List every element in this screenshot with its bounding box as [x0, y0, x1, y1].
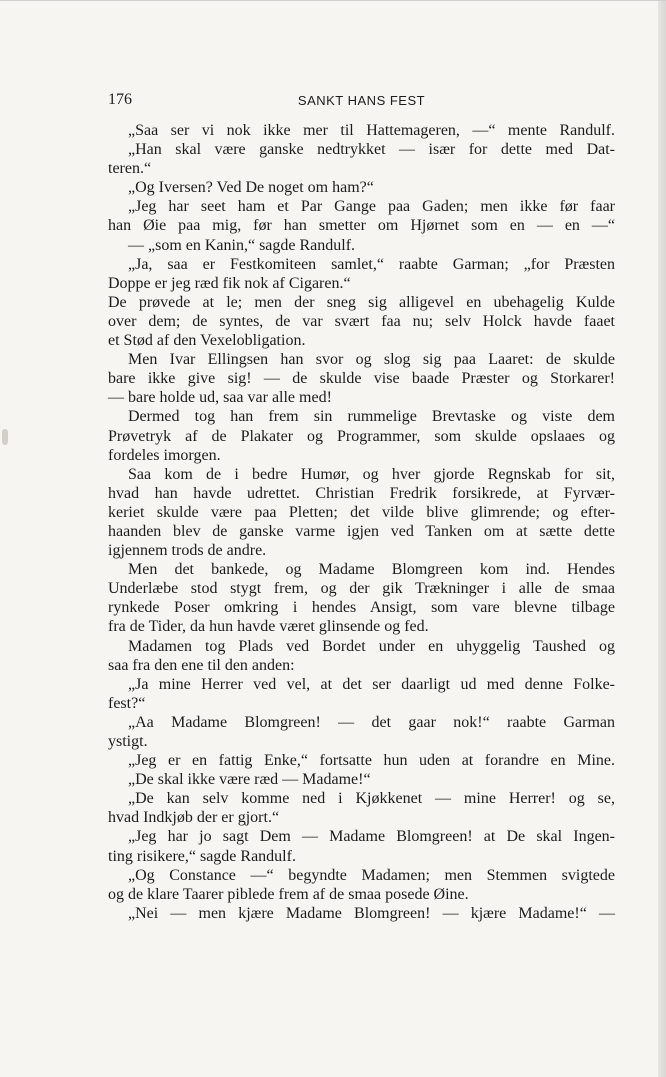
- text-line: teren.“: [108, 160, 152, 178]
- page-header: [108, 91, 615, 113]
- text-line: ting risikere,“ sagde Randulf.: [108, 847, 296, 865]
- text-line: Doppe er jeg ræd fik nok af Cigaren.“: [108, 274, 351, 292]
- text-line: og de klare Taarer piblede frem af de smaa posede Øine.: [108, 885, 469, 903]
- text-line: „Han skal være ganske nedtrykket — især for dette med Dat-: [128, 141, 615, 159]
- text-line: Underlæbe stod stygt frem, og der gik Trækninger i alle de smaa: [108, 580, 615, 598]
- text-line: Men Ivar Ellingsen han svor og slog sig paa Laaret: de skulde: [128, 351, 615, 369]
- text-line: keriet skulde være paa Pletten; det vilde blive glimrende; og efter-: [108, 503, 615, 521]
- text-line: fra de Tider, da hun havde været glinsende og fed.: [108, 618, 429, 636]
- text-line: fordeles imorgen.: [108, 446, 221, 464]
- text-line: Prøvetryk af de Plakater og Programmer, som skulde opslaaes og: [108, 427, 615, 445]
- text-line: han Øie paa mig, før han smetter om Hjørnet som en — en —“: [108, 217, 615, 235]
- text-line: — bare holde ud, saa var alle med!: [108, 389, 332, 407]
- text-line: et Stød af den Vexelobligation.: [108, 332, 306, 350]
- page-edge: [658, 1, 666, 1077]
- text-line: „De skal ikke være ræd — Madame!“: [128, 771, 371, 789]
- running-head: SANKT HANS FEST: [297, 93, 426, 108]
- text-line: hvad han havde udrettet. Christian Fredrik forsikrede, at Fyrvær-: [108, 484, 615, 502]
- text-line: „Og Iversen? Ved De noget om ham?“: [128, 179, 374, 197]
- text-line: „Ja, saa er Festkomiteen samlet,“ raabte Garman; „for Præsten: [128, 255, 615, 273]
- text-line: Madamen tog Plads ved Bordet under en uhyggelig Taushed og: [128, 637, 615, 655]
- text-line: „Ja mine Herrer ved vel, at det ser daarligt ud med denne Folke-: [128, 675, 615, 693]
- text-line: hvad Indkjøb der er gjort.“: [108, 809, 280, 827]
- text-line: „Jeg har seet ham et Par Gange paa Gaden; men ikke før faar: [128, 198, 615, 216]
- text-line: „Aa Madame Blomgreen! — det gaar nok!“ raabte Garman: [128, 713, 615, 731]
- text-line: haanden blev de ganske varme igjen ved Tanken om at sætte dette: [108, 522, 615, 540]
- text-line: Men det bankede, og Madame Blomgreen kom ind. Hendes: [128, 561, 615, 579]
- text-line: „Og Constance —“ begyndte Madamen; men Stemmen svigtede: [128, 866, 615, 884]
- text-line: fest?“: [108, 694, 146, 712]
- text-line: — „som en Kanin,“ sagde Randulf.: [128, 236, 356, 254]
- text-line: ystigt.: [108, 733, 148, 750]
- text-line: Dermed tog han frem sin rummelige Brevtaske og viste dem: [128, 408, 615, 426]
- text-line: „Nei — men kjære Madame Blomgreen! — kjære Madame!“ —: [128, 904, 615, 922]
- text-line: „De kan selv komme ned i Kjøkkenet — mine Herrer! og se,: [128, 790, 615, 808]
- text-line: saa fra den ene til den anden:: [108, 656, 295, 674]
- text-line: „Saa ser vi nok ikke mer til Hattemageren, —“ mente Randulf.: [128, 122, 615, 139]
- binding-mark: [2, 429, 8, 445]
- body-text: [108, 121, 615, 923]
- text-line: bare ikke give sig! — de skulde vise baade Præster og Storkarer!: [108, 370, 615, 388]
- page-number: 176: [108, 91, 132, 108]
- text-line: De prøvede at le; men der sneg sig alligevel en ubehagelig Kulde: [108, 293, 615, 311]
- text-line: „Jeg har jo sagt Dem — Madame Blomgreen! at De skal Ingen-: [128, 828, 615, 846]
- text-line: rynkede Poser omkring i hendes Ansigt, som vare blevne tilbage: [108, 599, 615, 617]
- text-line: Saa kom de i bedre Humør, og hver gjorde Regnskab for sit,: [128, 465, 615, 483]
- text-line: over dem; de syntes, de var svært faa nu; selv Holck havde faaet: [108, 312, 615, 330]
- text-line: „Jeg er en fattig Enke,“ fortsatte hun uden at forandre en Mine.: [128, 752, 615, 770]
- text-line: igjennem trods de andre.: [108, 542, 267, 560]
